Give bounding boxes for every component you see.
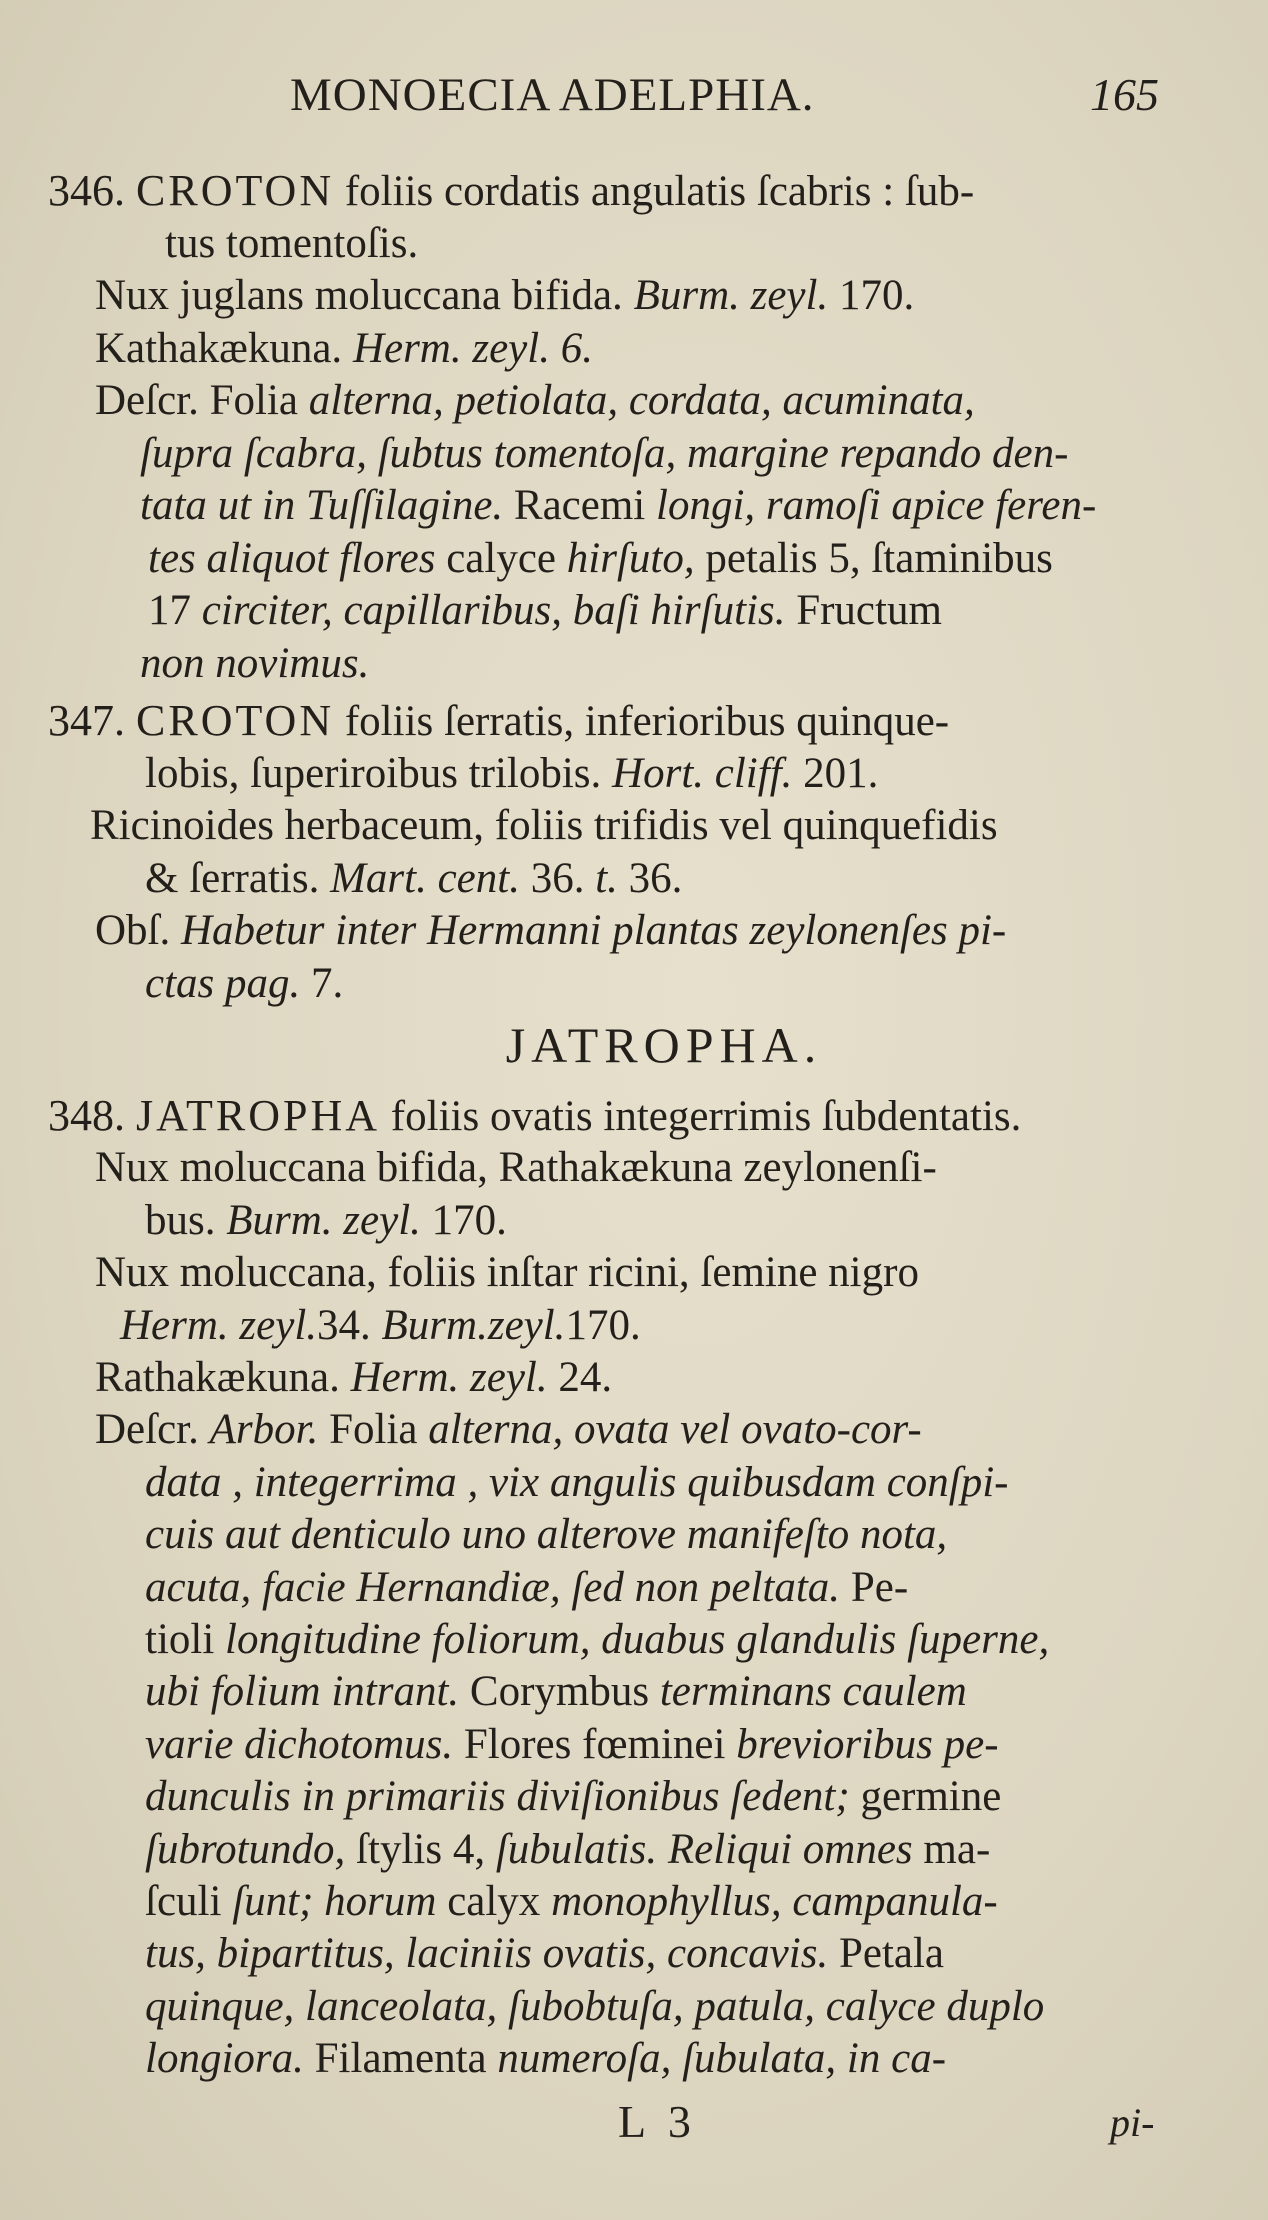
text-segment: hirſuto, [566, 534, 695, 582]
text-segment: Hort. cliff. [612, 749, 793, 797]
text-segment: tus, bipartitus, laciniis ovatis, concavis. [145, 1930, 829, 1978]
text-segment: 170. [828, 272, 915, 319]
text-segment: 17 [148, 587, 202, 634]
text-segment: quinque, lanceolata, ſubobtuſa, patula, calyce duplo [145, 1982, 1045, 2030]
text-segment: Mart. cent. [330, 854, 520, 902]
text-segment: tes aliquot flores [148, 534, 436, 582]
text-segment: Rathakækuna. [95, 1354, 351, 1401]
text-segment: Habetur inter Hermanni plantas zeylonenſes pi- [181, 907, 1007, 954]
text-segment: ſubrotundo, [145, 1825, 346, 1873]
text-segment: Deſcr. Folia [95, 377, 309, 424]
text-segment: calyce [435, 534, 567, 582]
genus-name: CROTON [136, 166, 335, 215]
text-segment: Burm. zeyl. [633, 272, 829, 319]
text-line [95, 1247, 919, 1299]
text-segment: 36. [617, 854, 683, 902]
text-segment: cuis aut denticulo uno alterove manifeſto nota, [145, 1511, 948, 1559]
text-line [145, 1876, 998, 1928]
text-segment: foliis cordatis angulatis ſcabris : ſub- [334, 168, 975, 215]
text-line [145, 958, 343, 1010]
text-segment: ubi folium intrant. [145, 1668, 460, 1716]
text-segment: Fructum [785, 587, 942, 634]
text-line [120, 1300, 641, 1352]
text-segment: ſtylis 4, [345, 1825, 496, 1873]
text-line [140, 428, 1068, 480]
genus-name: CROTON [136, 696, 335, 745]
text-line [165, 218, 418, 270]
text-segment: dunculis in primariis diviſionibus ſedent; [145, 1773, 850, 1821]
running-head: MONOECIA ADELPHIA. [290, 69, 815, 121]
text-line [145, 853, 682, 905]
text-segment: Herm. zeyl. 6. [352, 324, 593, 372]
text-segment: longi, ramoſi apice feren- [656, 482, 1097, 529]
text-segment: Burm. zeyl. [226, 1196, 421, 1244]
text-segment: circiter, capillaribus, baſi hirſutis. [201, 587, 786, 634]
text-segment: ſupra ſcabra, ſubtus tomentoſa, margine repando den- [140, 429, 1069, 477]
text-line [145, 1457, 1009, 1509]
text-segment: 170. [565, 1301, 641, 1349]
text-segment: 36. [519, 854, 596, 902]
text-line [145, 1981, 1044, 2033]
text-segment: Nux moluccana, foliis inſtar ricini, ſemine nigro [95, 1249, 919, 1297]
text-line [145, 1614, 1049, 1666]
text-segment: t. [595, 854, 618, 902]
text-line [48, 695, 949, 748]
text-segment: ſculi [145, 1878, 233, 1925]
text-line [140, 638, 369, 690]
text-segment: petalis 5, ſtaminibus [694, 534, 1053, 582]
text-segment: bus. [145, 1196, 227, 1244]
text-segment: tioli [145, 1616, 226, 1663]
text-line [145, 2033, 946, 2085]
text-segment: 34. [317, 1301, 382, 1349]
text-segment: monophyllus, campanula- [551, 1878, 998, 1925]
text-segment: ſunt; horum [232, 1878, 437, 1925]
text-segment: Herm. zeyl. [120, 1301, 318, 1349]
text-line [95, 1404, 922, 1456]
page-footer [0, 2095, 1268, 2165]
text-segment: 7. [300, 959, 344, 1007]
text-line [145, 1509, 947, 1561]
entry-number: 346. [48, 166, 136, 215]
text-segment: data , integerrima , vix angulis quibusdam conſpi- [145, 1458, 1009, 1506]
genus-heading: JATROPHA. [505, 1017, 823, 1073]
text-segment: Nux juglans moluccana bifida. [95, 272, 634, 319]
text-segment: Petala [828, 1930, 945, 1978]
text-segment: ſubulatis. Reliqui omnes [495, 1825, 913, 1873]
text-line [145, 1562, 908, 1614]
text-line [48, 165, 974, 218]
text-line [145, 1719, 999, 1771]
text-line [145, 748, 878, 800]
text-line [48, 1090, 1021, 1143]
text-segment: Kathakækuna. [95, 324, 353, 372]
text-segment: 24. [547, 1354, 613, 1401]
text-line [95, 323, 593, 375]
text-segment: longitudine foliorum, duabus glandulis ſuperne, [225, 1616, 1050, 1663]
text-line [145, 1824, 990, 1876]
text-segment: Nux moluccana bifida, Rathakækuna zeylonenſi- [95, 1144, 937, 1192]
text-segment: Filamenta [303, 2035, 498, 2083]
text-segment: Burm.zeyl. [381, 1301, 566, 1349]
text-segment: terminans caulem [659, 1668, 967, 1716]
page-header [0, 68, 1268, 138]
page-number: 165 [1090, 69, 1159, 120]
text-line [95, 1142, 937, 1194]
text-line [95, 270, 914, 322]
text-segment: Deſcr. [95, 1406, 210, 1454]
text-segment: germine [849, 1773, 1002, 1821]
text-segment: acuta, facie Hernandiæ, ſed non peltata. [145, 1563, 841, 1611]
text-line [95, 375, 975, 427]
text-segment: 201. [792, 749, 879, 797]
text-segment: Arbor. [209, 1406, 319, 1454]
text-segment: ma- [912, 1825, 991, 1873]
text-segment: Ricinoides herbaceum, foliis trifidis vel quinquefidis [90, 802, 998, 849]
text-segment: Pe- [840, 1563, 909, 1611]
text-segment: Folia [318, 1406, 429, 1454]
text-line [140, 480, 1096, 532]
catchword: pi- [1110, 2100, 1155, 2145]
text-segment: foliis ovatis integerrimis ſubdentatis. [380, 1093, 1022, 1140]
text-segment: Flores fœminei [453, 1720, 737, 1768]
text-line [145, 1666, 967, 1718]
text-line [95, 905, 1006, 957]
text-segment: longiora. [145, 2035, 304, 2083]
text-segment: lobis, ſuperiroibus trilobis. [145, 749, 613, 797]
text-segment: ctas pag. [145, 959, 301, 1007]
text-segment: non novimus. [140, 639, 370, 687]
text-segment: tus tomentoſis. [165, 219, 419, 267]
text-line [90, 800, 998, 852]
text-segment: numeroſa, ſubulata, in ca- [497, 2035, 947, 2083]
text-segment: varie dichotomus. [145, 1720, 454, 1768]
text-line [145, 1928, 944, 1980]
text-line [95, 1352, 612, 1404]
text-line [148, 533, 1053, 585]
text-segment: Herm. zeyl. [350, 1354, 548, 1401]
text-segment: Racemi [503, 482, 656, 529]
text-segment: foliis ſerratis, inferioribus quinque- [334, 698, 950, 745]
text-segment: 170. [420, 1196, 507, 1244]
text-line [145, 1195, 507, 1247]
text-line [145, 1771, 1001, 1823]
genus-name: JATROPHA [136, 1091, 381, 1140]
text-segment: tata ut in Tuſſilagine. [140, 482, 504, 529]
text-segment: Obſ. [95, 907, 181, 954]
text-segment: alterna, ovata vel ovato-cor- [428, 1406, 922, 1454]
text-segment: & ſerratis. [145, 854, 331, 902]
entry-number: 347. [48, 696, 136, 745]
signature-mark: L 3 [618, 2096, 697, 2147]
text-segment: Corymbus [459, 1668, 660, 1716]
text-segment: alterna, petiolata, cordata, acuminata, [308, 377, 975, 424]
text-line [148, 585, 942, 637]
entry-number: 348. [48, 1091, 136, 1140]
text-segment: brevioribus pe- [736, 1720, 999, 1768]
text-segment: calyx [436, 1878, 552, 1925]
